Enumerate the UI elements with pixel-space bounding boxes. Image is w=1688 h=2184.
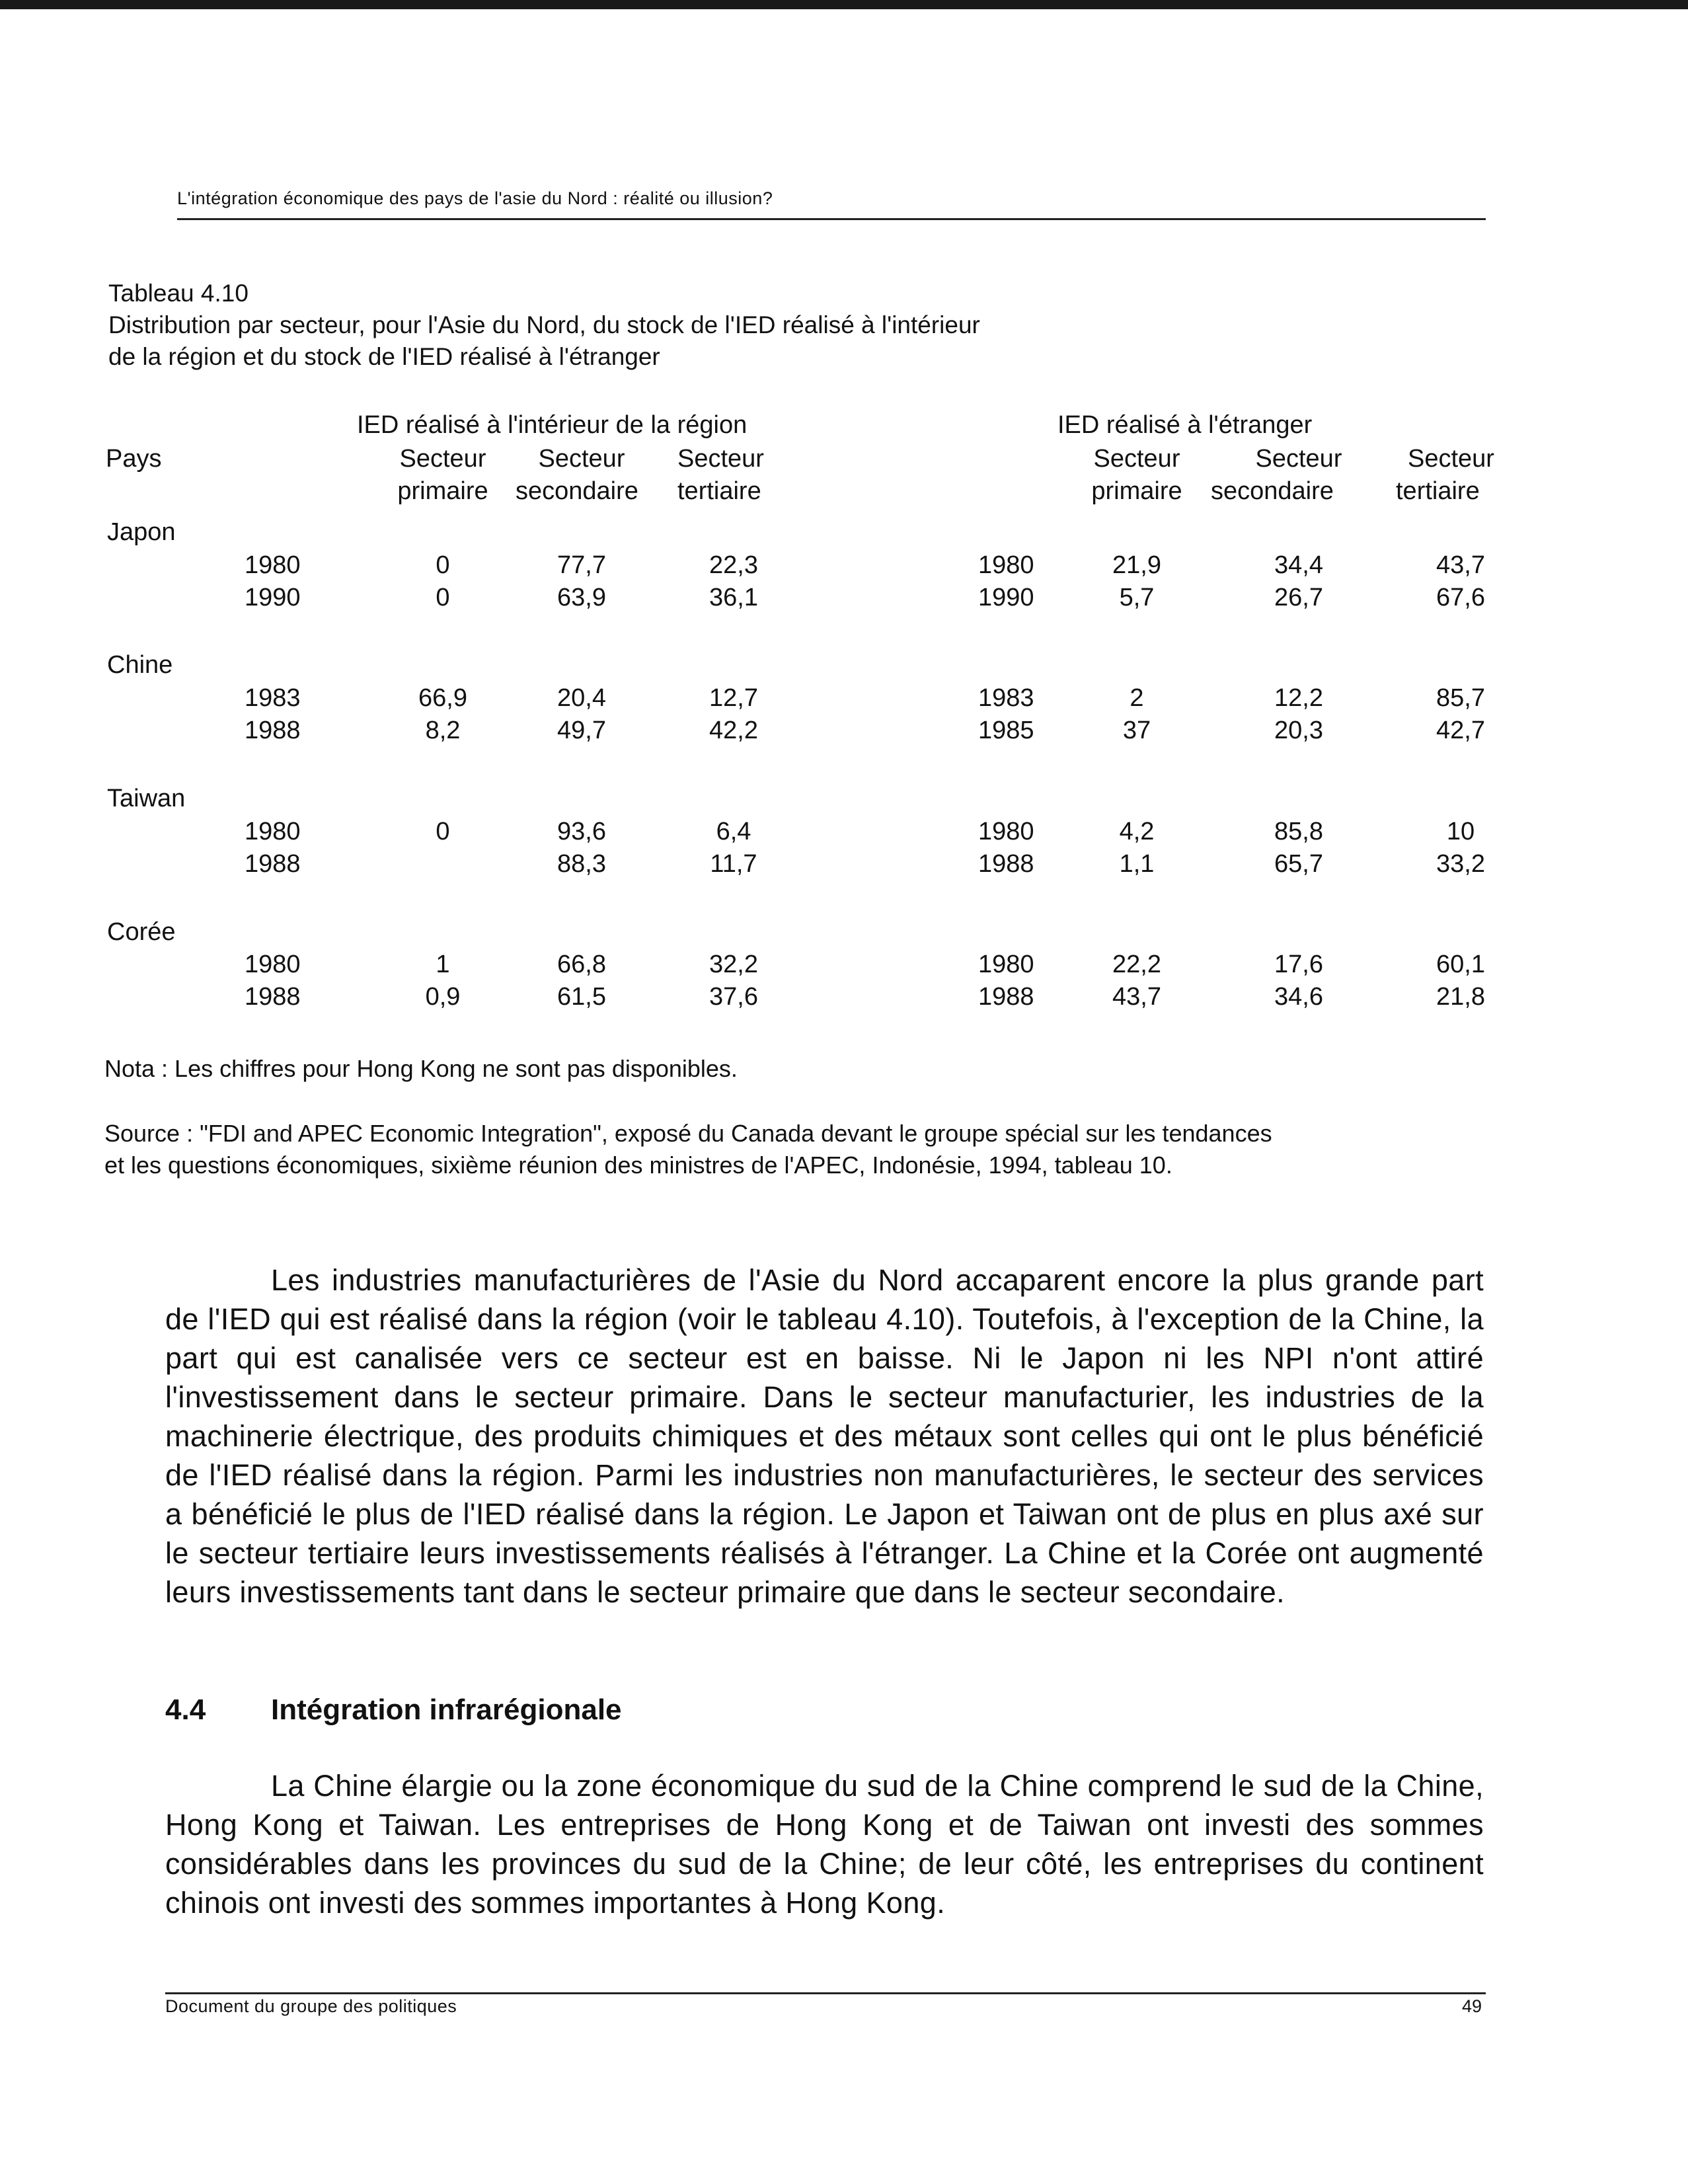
year-inside: 1983: [245, 684, 301, 712]
value-secondary-inside: 61,5: [557, 983, 606, 1011]
value-primary-inside: 66,9: [418, 684, 467, 712]
value-secondary-abroad: 34,4: [1274, 551, 1323, 579]
value-secondary-abroad: 26,7: [1274, 584, 1323, 611]
body-paragraph: [165, 1766, 1484, 1922]
column-header-country: Pays: [106, 445, 162, 473]
year-inside: 1980: [245, 551, 301, 579]
year-abroad: 1980: [978, 951, 1034, 978]
value-tertiary-inside: 6,4: [716, 818, 751, 845]
group-header-inside: IED réalisé à l'intérieur de la région: [357, 411, 748, 439]
value-secondary-abroad: 20,3: [1274, 717, 1323, 744]
value-secondary-abroad: 12,2: [1274, 684, 1323, 712]
year-inside: 1988: [245, 850, 301, 878]
paragraph-text: Les industries manufacturières de l'Asie du Nord accaparent encore la plus grande part de l'IED qui est réalisé dans la région (voir le tableau 4.10). Toutefois, à l'exception de la Chine, la part qui est canalisée vers ce secteur est en baisse. Ni le Japon ni les NPI n'ont attiré l'investissement dans le secteur primaire. Dans le secteur manufacturier, les industries de la machinerie électrique, des produits chimiques et des métaux sont celles qui ont le plus bénéficié de l'IED réalisé dans la région. Parmi les industries non manufacturières, le secteur des services a bénéficié le plus de l'IED réalisé dans la région. Le Japon et Taiwan ont de plus en plus axé sur le secteur tertiaire leurs investissements réalisés à l'étranger. La Chine et la Corée ont augmenté leurs investissements tant dans le secteur primaire que dans le secteur secondaire.: [165, 1263, 1484, 1609]
column-header-secondary-abroad: secondaire: [1211, 477, 1334, 505]
year-inside: 1990: [245, 584, 301, 611]
year-inside: 1980: [245, 951, 301, 978]
table-title-line-1: Distribution par secteur, pour l'Asie du Nord, du stock de l'IED réalisé à l'intérieur: [108, 311, 980, 338]
page-number: 49: [1462, 1996, 1482, 2016]
value-tertiary-abroad: 43,7: [1436, 551, 1485, 579]
column-header-tertiary-abroad-top: Secteur: [1408, 445, 1494, 473]
value-tertiary-abroad: 85,7: [1436, 684, 1485, 712]
value-tertiary-abroad: 21,8: [1436, 983, 1485, 1011]
country-label: Japon: [107, 518, 176, 546]
value-secondary-inside: 63,9: [557, 584, 606, 611]
section-heading: [165, 1694, 622, 1727]
value-secondary-abroad: 65,7: [1274, 850, 1323, 878]
value-primary-abroad: 37: [1122, 717, 1151, 744]
value-secondary-inside: 66,8: [557, 951, 606, 978]
value-tertiary-abroad: 42,7: [1436, 717, 1485, 744]
value-primary-inside: 0: [436, 551, 450, 579]
year-inside: 1988: [245, 717, 301, 744]
value-primary-abroad: 2: [1130, 684, 1144, 712]
value-primary-abroad: 4,2: [1119, 818, 1155, 845]
year-abroad: 1983: [978, 684, 1034, 712]
body-paragraph: [165, 1261, 1484, 1612]
table-note: Nota : Les chiffres pour Hong Kong ne sont pas disponibles.: [104, 1055, 738, 1082]
section-number: 4.4: [165, 1694, 206, 1726]
year-abroad: 1988: [978, 983, 1034, 1011]
year-abroad: 1988: [978, 850, 1034, 878]
header-rule: [177, 218, 1486, 220]
value-tertiary-inside: 42,2: [709, 717, 758, 744]
value-tertiary-abroad: 10: [1446, 818, 1475, 845]
column-header-tertiary-abroad: tertiaire: [1396, 477, 1480, 505]
value-primary-inside: 0: [436, 584, 450, 611]
value-tertiary-inside: 11,7: [710, 850, 757, 878]
value-primary-inside: 0: [436, 818, 450, 845]
table-title-line-2: de la région et du stock de l'IED réalisé à l'étranger: [108, 343, 660, 370]
value-primary-inside: 1: [436, 951, 450, 978]
footer-text: Document du groupe des politiques: [165, 1996, 457, 2016]
group-header-abroad: IED réalisé à l'étranger: [1057, 411, 1313, 439]
year-abroad: 1990: [978, 584, 1034, 611]
year-inside: 1980: [245, 818, 301, 845]
value-primary-inside: 8,2: [425, 717, 461, 744]
value-tertiary-inside: 12,7: [709, 684, 758, 712]
value-tertiary-abroad: 67,6: [1436, 584, 1485, 611]
country-label: Corée: [107, 918, 176, 946]
column-header-primary-abroad-top: Secteur: [1093, 445, 1180, 473]
year-abroad: 1985: [978, 717, 1034, 744]
value-tertiary-inside: 32,2: [709, 951, 758, 978]
value-secondary-inside: 20,4: [557, 684, 606, 712]
column-header-secondary-abroad-top: Secteur: [1255, 445, 1342, 473]
value-tertiary-inside: 37,6: [709, 983, 758, 1011]
column-header-secondary-inside: secondaire: [516, 477, 638, 505]
year-inside: 1988: [245, 983, 301, 1011]
column-header-primary-abroad: primaire: [1091, 477, 1182, 505]
value-secondary-inside: 49,7: [557, 717, 606, 744]
column-header-tertiary-inside: tertiaire: [677, 477, 761, 505]
value-secondary-inside: 77,7: [557, 551, 606, 579]
value-primary-abroad: 1,1: [1119, 850, 1155, 878]
value-tertiary-inside: 36,1: [709, 584, 758, 611]
value-tertiary-inside: 22,3: [709, 551, 758, 579]
year-abroad: 1980: [978, 818, 1034, 845]
value-primary-abroad: 43,7: [1112, 983, 1161, 1011]
value-tertiary-abroad: 60,1: [1436, 951, 1485, 978]
value-tertiary-abroad: 33,2: [1436, 850, 1485, 878]
value-primary-abroad: 5,7: [1119, 584, 1155, 611]
value-primary-inside: 0,9: [425, 983, 461, 1011]
country-label: Taiwan: [107, 785, 186, 812]
scan-top-edge: [0, 0, 1688, 9]
running-header: L'intégration économique des pays de l'asie du Nord : réalité ou illusion?: [177, 188, 773, 208]
column-header-primary-inside-top: Secteur: [399, 445, 486, 473]
table-source-line-1: Source : "FDI and APEC Economic Integration", exposé du Canada devant le groupe spécial sur les tendances: [104, 1120, 1272, 1147]
column-header-tertiary-inside-top: Secteur: [677, 445, 764, 473]
country-label: Chine: [107, 651, 173, 679]
value-secondary-abroad: 34,6: [1274, 983, 1323, 1011]
footer-rule: [165, 1992, 1486, 1994]
paragraph-text: La Chine élargie ou la zone économique du sud de la Chine comprend le sud de la Chine, Hong Kong et Taiwan. Les entreprises de Hong Kong et de Taiwan ont investi des sommes considérables dans les provinces du sud de la Chine; de leur côté, les entreprises du continent chinois ont investi des sommes importantes à Hong Kong.: [165, 1769, 1484, 1920]
table-label: Tableau 4.10: [108, 280, 249, 307]
column-header-secondary-inside-top: Secteur: [538, 445, 625, 473]
column-header-primary-inside: primaire: [397, 477, 488, 505]
value-secondary-abroad: 17,6: [1274, 951, 1323, 978]
value-primary-abroad: 22,2: [1112, 951, 1161, 978]
table-source-line-2: et les questions économiques, sixième réunion des ministres de l'APEC, Indonésie, 1994, tableau 10.: [104, 1151, 1172, 1179]
value-primary-abroad: 21,9: [1112, 551, 1161, 579]
section-title: Intégration infrarégionale: [271, 1694, 622, 1726]
year-abroad: 1980: [978, 551, 1034, 579]
value-secondary-abroad: 85,8: [1274, 818, 1323, 845]
value-secondary-inside: 93,6: [557, 818, 606, 845]
value-secondary-inside: 88,3: [557, 850, 606, 878]
